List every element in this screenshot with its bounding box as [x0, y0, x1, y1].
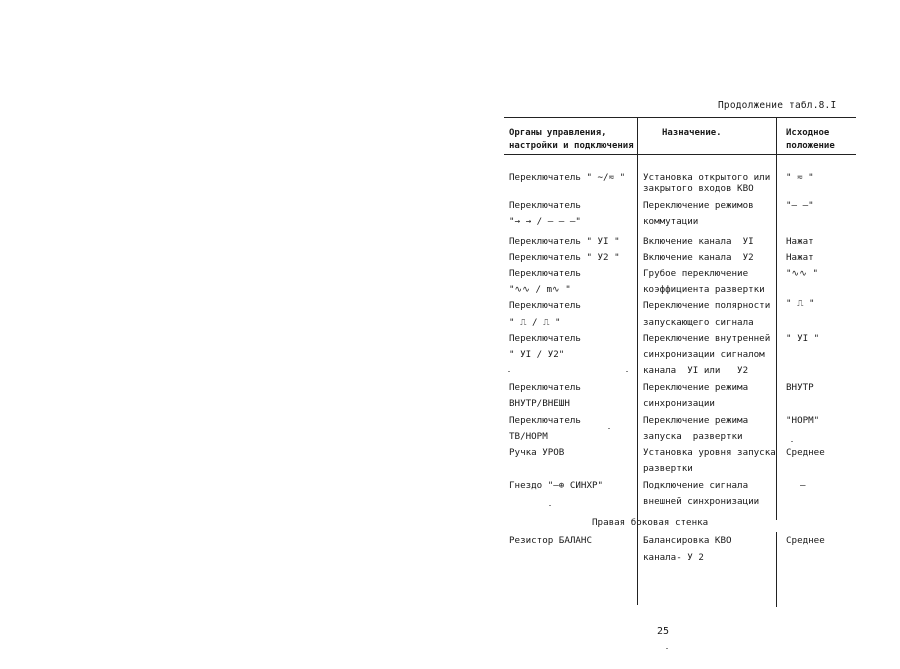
row-purpose: канала УI или У2	[643, 365, 749, 376]
row-controls: Переключатель " ∼/≂ "	[509, 172, 626, 183]
row-purpose: развертки	[643, 463, 693, 474]
header-initial-line2: положение	[786, 141, 835, 151]
row-purpose: Переключение внутренней	[643, 333, 771, 344]
row-controls: Переключатель	[509, 415, 581, 426]
row-purpose: коэффициента развертки	[643, 284, 765, 295]
row-purpose: Подключение сигнала	[643, 480, 749, 491]
row-initial: Нажат	[786, 236, 814, 247]
table-header-rule	[504, 154, 856, 155]
row-initial: "∿∿ "	[786, 268, 818, 279]
row-purpose: синхронизации сигналом	[643, 349, 765, 360]
row-initial: ВНУТР	[786, 382, 814, 393]
row-controls: Переключатель	[509, 333, 581, 344]
row-controls: Переключатель " УI "	[509, 236, 620, 247]
row-controls: ТВ/НОРМ	[509, 431, 548, 442]
row-controls: Переключатель	[509, 300, 581, 311]
row-controls: ВНУТР/ВНЕШН	[509, 398, 570, 409]
row-purpose: Балансировка КВО	[643, 535, 732, 546]
row-controls: Переключатель	[509, 382, 581, 393]
scan-speck	[508, 371, 510, 372]
row-controls: Ручка УРОВ	[509, 447, 565, 458]
row-purpose: канала- У 2	[643, 552, 704, 563]
row-purpose: внешней синхронизации	[643, 496, 760, 507]
row-controls: Резистор БАЛАНС	[509, 535, 592, 546]
row-purpose: Установка открытого или	[643, 172, 771, 183]
row-controls: Переключатель	[509, 268, 581, 279]
row-purpose: Включение канала У2	[643, 252, 754, 263]
row-controls: " УI / У2"	[509, 349, 565, 360]
scan-speck	[549, 505, 551, 506]
row-purpose: Переключение режима	[643, 415, 749, 426]
row-initial: Среднее	[786, 447, 825, 458]
row-initial: " УI "	[786, 333, 820, 344]
header-controls-line2: настройки и подключения	[509, 141, 634, 151]
row-controls: "∿∿ / m∿ "	[509, 284, 571, 295]
column-divider-1	[637, 117, 638, 605]
section-heading-right-wall: Правая боковая стенка	[592, 517, 709, 528]
row-controls: " ⎍ / ⎍ "	[509, 317, 561, 328]
column-divider-2-lower	[776, 532, 777, 607]
row-controls: Гнездо "–⊕ СИНХР"	[509, 480, 604, 491]
header-initial-position	[786, 127, 835, 153]
row-purpose: Включение канала УI	[643, 236, 754, 247]
scan-speck	[626, 371, 628, 372]
row-initial: Среднее	[786, 535, 825, 546]
row-initial: "НОРМ"	[786, 415, 820, 426]
row-initial: "– –"	[786, 200, 814, 211]
header-controls-line1: Органы управления,	[509, 128, 607, 138]
row-controls: Переключатель " У2 "	[509, 252, 620, 263]
table-continuation-label: Продолжение табл.8.I	[718, 100, 837, 111]
scan-speck	[791, 441, 793, 442]
row-initial: " ⎍ "	[786, 298, 815, 309]
scan-speck	[608, 428, 610, 429]
row-purpose: запуска развертки	[643, 431, 743, 442]
row-purpose: Переключение режима	[643, 382, 749, 393]
row-purpose: Установка уровня запуска	[643, 447, 776, 458]
header-purpose: Назначение.	[662, 128, 722, 138]
row-controls: Переключатель	[509, 200, 581, 211]
row-controls: "→ → / – – –"	[509, 216, 581, 227]
row-purpose: Грубое переключение	[643, 268, 749, 279]
header-initial-line1: Исходное	[786, 128, 830, 138]
page-number: 25	[657, 626, 670, 637]
row-purpose: синхронизации	[643, 398, 715, 409]
scan-speck	[666, 648, 668, 649]
row-purpose: закрытого входов КВО	[643, 183, 754, 194]
row-purpose: Переключение полярности	[643, 300, 771, 311]
row-initial: Нажат	[786, 252, 814, 263]
row-initial: –	[800, 480, 806, 491]
row-purpose: Переключение режимов	[643, 200, 754, 211]
table-top-rule	[504, 117, 856, 118]
row-purpose: коммутации	[643, 216, 699, 227]
column-divider-2	[776, 117, 777, 520]
header-controls	[509, 127, 634, 153]
row-purpose: запускающего сигнала	[643, 317, 754, 328]
row-initial: " ≂ "	[786, 172, 814, 183]
